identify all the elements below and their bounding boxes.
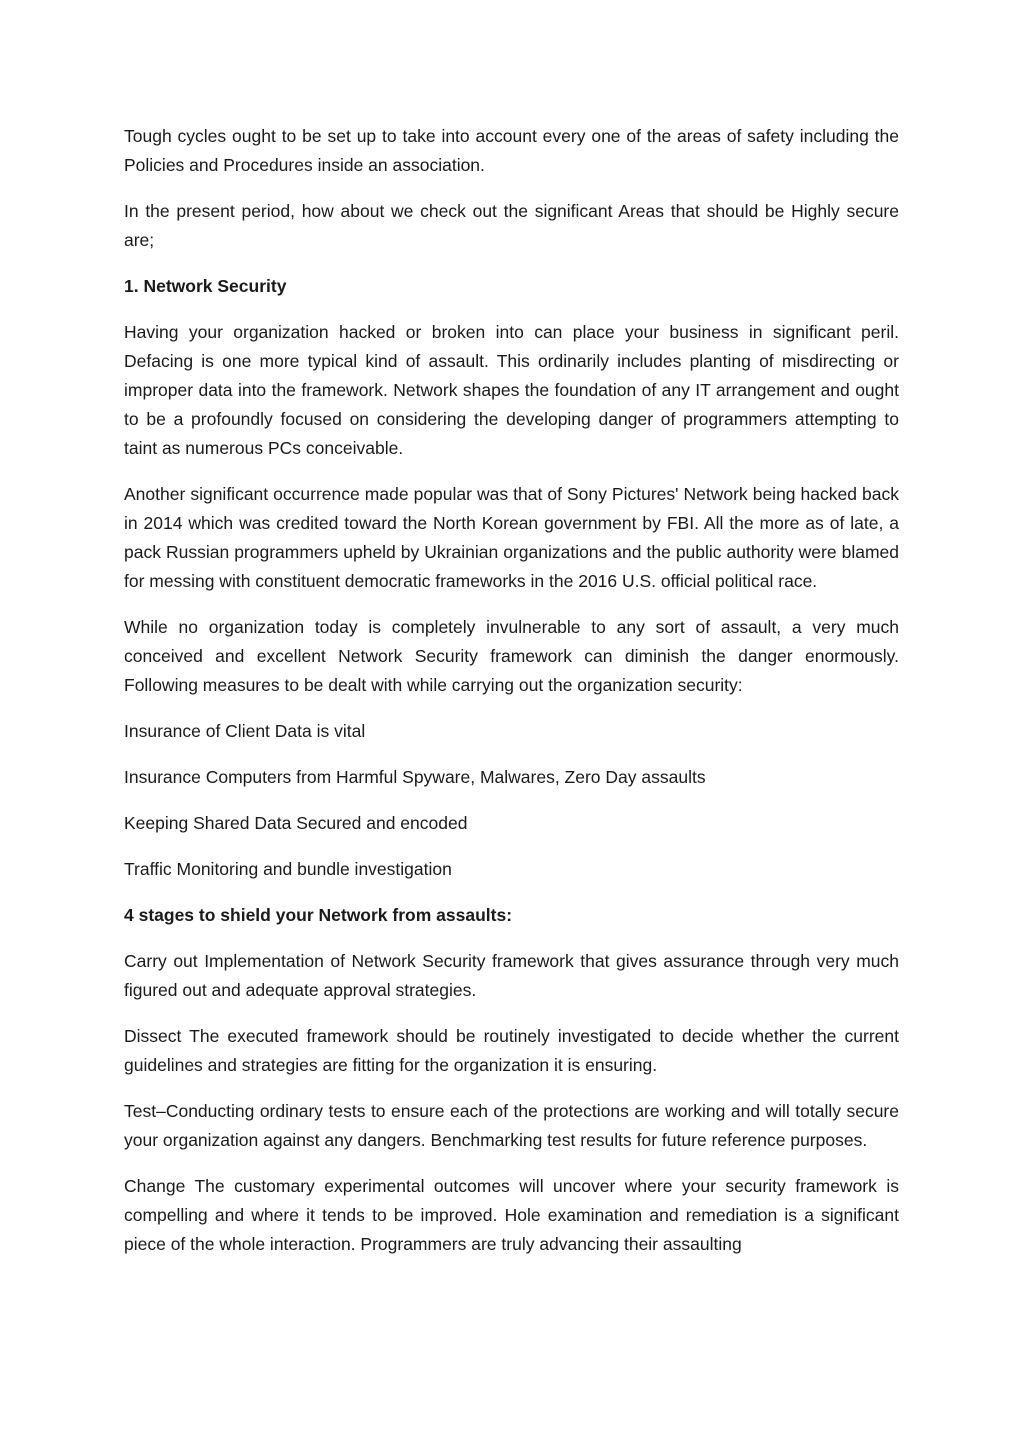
stage-paragraph: Change The customary experimental outcomes will uncover where your security framework is compelling and where it tends to be improved. Hole examination and remediation is a significant piece of the whole interaction. Programmers are truly advancing their assaulting (124, 1176, 899, 1254)
invulnerable-paragraph: While no organization today is completely invulnerable to any sort of assault, a very much conceived and excellent Network Security framework can diminish the danger enormously. Following measures to be dealt with while carrying out the organization security: (124, 617, 899, 695)
measure-item: Keeping Shared Data Secured and encoded (124, 813, 468, 833)
section-heading-four-stages: 4 stages to shield your Network from assaults: (124, 905, 513, 925)
measure-item: Insurance of Client Data is vital (124, 721, 366, 741)
section-heading-network-security: 1. Network Security (124, 276, 287, 296)
stage-paragraph: Carry out Implementation of Network Security framework that gives assurance through very much figured out and adequate approval strategies. (124, 951, 899, 1000)
document-body (124, 122, 899, 1276)
intro-paragraph: Tough cycles ought to be set up to take into account every one of the areas of safety including the Policies and Procedures inside an association. (124, 126, 899, 175)
sony-incident-paragraph: Another significant occurrence made popular was that of Sony Pictures' Network being hacked back in 2014 which was credited toward the North Korean government by FBI. All the more as of late, a pack Russian programmers upheld by Ukrainian organizations and the public authority were blamed for messing with constituent democratic frameworks in the 2016 U.S. official political race. (124, 484, 899, 591)
stage-paragraph: Dissect The executed framework should be routinely investigated to decide whether the current guidelines and strategies are fitting for the organization it is ensuring. (124, 1026, 899, 1075)
measure-item: Insurance Computers from Harmful Spyware, Malwares, Zero Day assaults (124, 767, 706, 787)
measure-item: Traffic Monitoring and bundle investigation (124, 859, 452, 879)
stage-paragraph: Test–Conducting ordinary tests to ensure each of the protections are working and will totally secure your organization against any dangers. Benchmarking test results for future reference purposes. (124, 1101, 899, 1150)
areas-intro-paragraph: In the present period, how about we check out the significant Areas that should be Highly secure are; (124, 201, 899, 250)
network-security-paragraph: Having your organization hacked or broken into can place your business in significant peril. Defacing is one more typical kind of assault. This ordinarily includes planting of misdirecting or improper data into the framework. Network shapes the foundation of any IT arrangement and ought to be a profoundly focused on considering the developing danger of programmers attempting to taint as numerous PCs conceivable. (124, 322, 899, 458)
